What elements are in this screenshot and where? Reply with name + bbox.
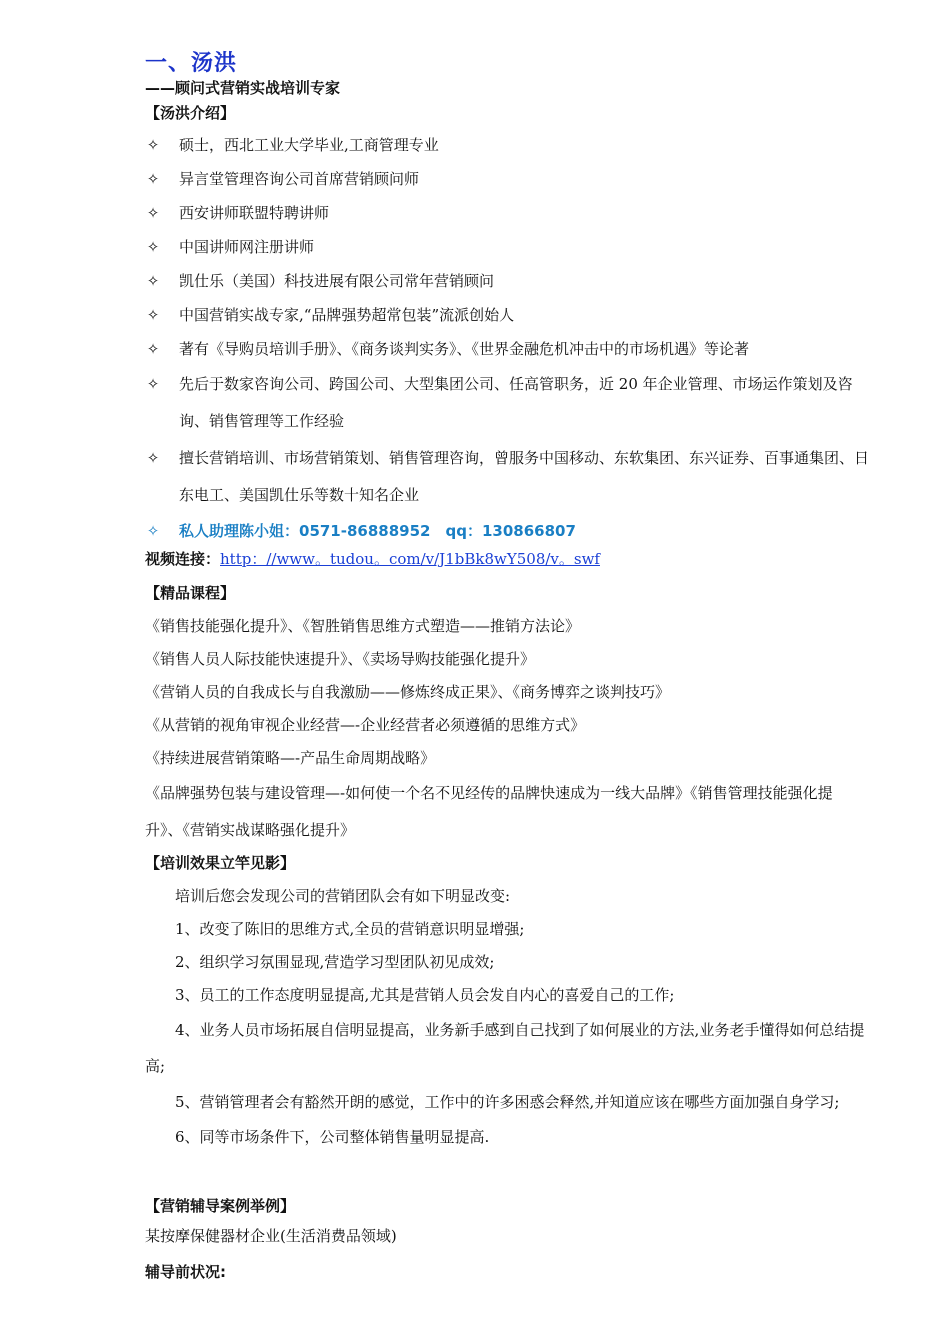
diamond-star-icon: ✧: [146, 272, 160, 290]
diamond-star-icon: ✧: [146, 522, 160, 540]
video-label: 视频连接：: [145, 550, 221, 568]
diamond-star-icon: ✧: [146, 136, 160, 154]
diamond-star-icon: ✧: [146, 306, 160, 324]
effect-line: 5、营销管理者会有豁然开朗的感觉，工作中的许多困惑会释然,并知道应该在哪些方面加强自身学习;: [175, 1093, 840, 1111]
bullet-text: 异言堂管理咨询公司首席营销顾问师: [179, 170, 420, 188]
bullet-item: [145, 264, 870, 298]
case-company: 某按摩保健器材企业(生活消费品领域): [145, 1227, 397, 1245]
contact-bullet: [145, 514, 870, 548]
diamond-star-icon: ✧: [146, 238, 160, 256]
bullet-text: 擅长营销培训、市场营销策划、销售管理咨询，曾服务中国移动、东软集团、东兴证券、百事通集团、日东电工、美国凯仕乐等数十知名企业: [179, 449, 870, 504]
bullet-text: 硕士，西北工业大学毕业,工商管理专业: [179, 136, 439, 154]
video-link[interactable]: http：//www。tudou。com/v/J1bBk8wY508/v。swf: [220, 550, 600, 568]
effect-line: 1、改变了陈旧的思维方式,全员的营销意识明显增强;: [175, 920, 525, 938]
diamond-star-icon: ✧: [146, 340, 160, 358]
effect-line: 4、业务人员市场拓展自信明显提高，业务新手感到自己找到了如何展业的方法,业务老手懂得如何总结提高;: [145, 1021, 865, 1075]
page-title: 一、汤洪: [145, 51, 238, 76]
effect-line: 3、员工的工作态度明显提高,尤其是营销人员会发自内心的喜爱自己的工作;: [175, 986, 675, 1004]
effect-line: 2、组织学习氛围显现,营造学习型团队初见成效;: [175, 953, 495, 971]
bullet-item: [145, 332, 870, 366]
before-status-label: 辅导前状况:: [145, 1263, 226, 1281]
contact-text: 私人助理陈小姐：0571-86888952 qq：130866807: [179, 522, 576, 540]
intro-bullet-list: [145, 128, 870, 548]
diamond-star-icon: ✧: [146, 449, 160, 467]
courses-heading: 【精品课程】: [145, 584, 236, 602]
bullet-item: [145, 440, 870, 514]
bullet-item: [145, 230, 870, 264]
bullet-item: [145, 196, 870, 230]
bullet-item: [145, 162, 870, 196]
effect-line: 培训后您会发现公司的营销团队会有如下明显改变:: [175, 887, 511, 905]
course-line: 《营销人员的自我成长与自我激励——修炼终成正果》、《商务博弈之谈判技巧》: [145, 683, 671, 701]
diamond-star-icon: ✧: [146, 375, 160, 393]
intro-heading: 【汤洪介绍】: [145, 104, 236, 122]
effect-line: 6、同等市场条件下，公司整体销售量明显提高.: [175, 1128, 490, 1146]
diamond-star-icon: ✧: [146, 170, 160, 188]
course-list: [145, 610, 870, 849]
bullet-item: [145, 298, 870, 332]
course-line: 《从营销的视角审视企业经营—-企业经营者必须遵循的思维方式》: [145, 716, 586, 734]
bullet-text: 西安讲师联盟特聘讲师: [179, 204, 330, 222]
page-subtitle: ——顾问式营销实战培训专家: [145, 79, 341, 97]
cases-heading: 【营销辅导案例举例】: [145, 1197, 296, 1215]
bullet-text: 先后于数家咨询公司、跨国公司、大型集团公司、任高管职务，近 20 年企业管理、市场运作策划及咨询、销售管理等工作经验: [179, 375, 853, 430]
bullet-text: 中国营销实战专家,“品牌强势超常包装”流派创始人: [179, 306, 515, 324]
course-line: 《持续进展营销策略—-产品生命周期战略》: [145, 749, 436, 767]
bullet-item: [145, 128, 870, 162]
course-line: 《品牌强势包装与建设管理—-如何使一个名不见经传的品牌快速成为一线大品牌》《销售管理技能强化提升》、《营销实战谋略强化提升》: [145, 784, 833, 839]
effects-list: [145, 880, 870, 1154]
diamond-star-icon: ✧: [146, 204, 160, 222]
bullet-text: 中国讲师网注册讲师: [179, 238, 315, 256]
effects-heading: 【培训效果立竿见影】: [145, 854, 296, 872]
bullet-text: 著有《导购员培训手册》、《商务谈判实务》、《世界金融危机冲击中的市场机遇》等论著: [179, 340, 750, 358]
course-line: 《销售技能强化提升》、《智胜销售思维方式塑造——推销方法论》: [145, 617, 581, 635]
bullet-text: 凯仕乐（美国）科技进展有限公司常年营销顾问: [179, 272, 495, 290]
course-line: 《销售人员人际技能快速提升》、《卖场导购技能强化提升》: [145, 650, 536, 668]
video-link-line: [145, 548, 600, 569]
bullet-item: [145, 366, 870, 440]
